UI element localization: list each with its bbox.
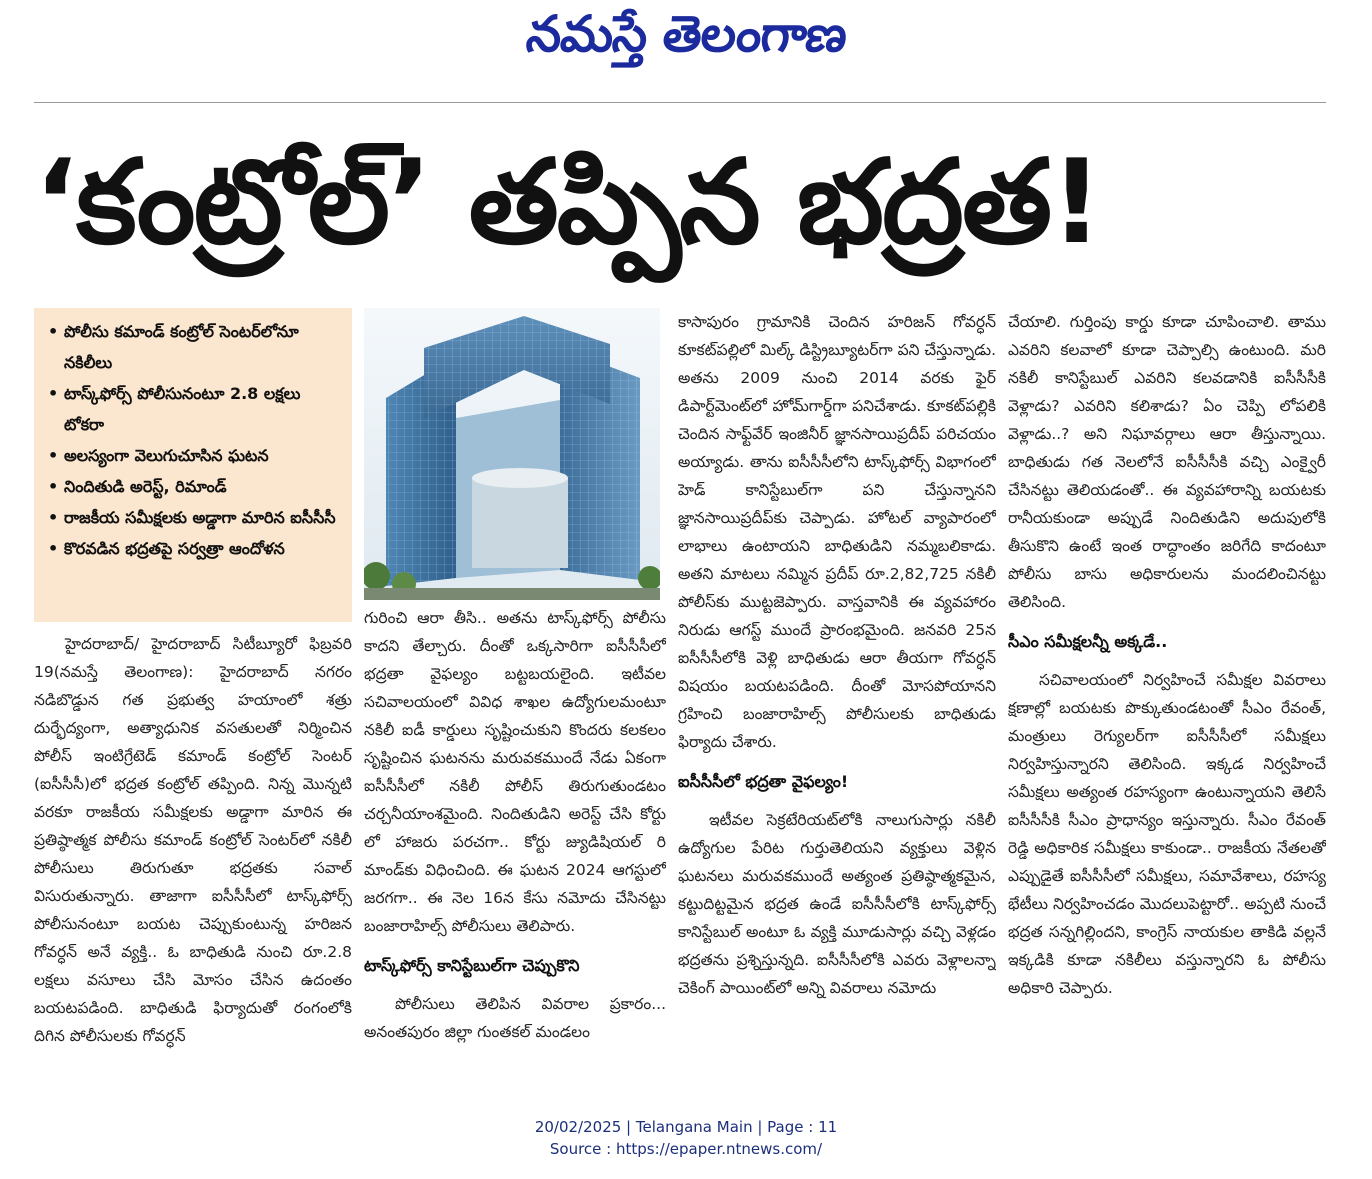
bullet-icon: • bbox=[48, 508, 59, 527]
masthead-rule bbox=[34, 102, 1326, 103]
highlight-item: • టాస్క్‌ఫోర్స్ పోలీసునంటూ 2.8 లక్షలు టోకరా bbox=[48, 378, 344, 440]
page-footer bbox=[0, 1116, 1372, 1160]
bullet-icon: • bbox=[48, 539, 59, 558]
paragraph: హైదరాబాద్/ హైదరాబాద్ సిటీబ్యూరో ఫిబ్రవరి 19(నమస్తే తెలంగాణ): హైదరాబాద్ నగరం నడిబొడ్డున గత ప్రభుత్వ హయాంలో శత్రు దుర్భేద్యంగా, అత్యాధునిక వసతులతో నిర్మించిన పోలీస్ ఇంటిగ్రేటెడ్ కమాండ్ కంట్రోల్ సెంటర్ (ఐసీసీసీ)లో భద్రత కంట్రోల్ తప్పింది. నిన్న మొన్నటి వరకూ రాజకీయ సమీక్షలకు అడ్డాగా మారిన ఈ ప్రతిష్ఠాత్మక పోలీసు కమాండ్ కంట్రోల్ సెంటర్‌లో నకిలీ పోలీసులు తిరుగుతూ భద్రతకు సవాల్ విసురుతున్నారు. తాజాగా ఐసీసీసీలో టాస్క్‌ఫోర్స్ పోలీసునంటూ బయట చెప్పుకుంటున్న హరిజన గోవర్ధన్ అనే వ్యక్తి.. ఓ బాధితుడి నుంచి రూ.2.8 లక్షలు వసూలు చేసి మోసం చేసిన ఉదంతం బయటపడింది. బాధితుడి ఫిర్యాదుతో రంగంలోకి దిగిన పోలీసులకు గోవర్ధన్ bbox=[34, 635, 352, 1045]
article-column-2 bbox=[364, 604, 666, 1086]
subheading: ఐసీసీసీలో భద్రతా వైఫల్యం! bbox=[678, 772, 849, 791]
highlights-box bbox=[34, 308, 352, 622]
paragraph: చేయాలి. గుర్తింపు కార్డు కూడా చూపించాలి. తాము ఎవరిని కలవాలో కూడా చెప్పాల్సి ఉంటుంది. మరి నకిలీ కానిస్టేబుల్ ఎవరిని కలవడానికి ఐసీసీసీకి వెళ్లాడు? ఎవరిని కలిశాడు? ఏం చెప్పి లోపలికి వెళ్లాడు..? అని నిఘావర్గాలు ఆరా తీస్తున్నాయి. బాధితుడు గత నెలలోనే ఐసీసీసీకి వచ్చి ఎంక్వైరీ చేసినట్టు తెలియడంతో.. ఈ వ్యవహారాన్ని బయటకు రానీయకుండా అప్పుడే నిందితుడిని అదుపులోకి తీసుకొని ఉంటే ఇంత రాద్ధాంతం జరిగేది కాదంటూ పోలీసు బాసు అధికారులను మందలించినట్టు తెలిసింది. bbox=[1008, 313, 1326, 611]
bullet-icon: • bbox=[48, 477, 59, 496]
source-link[interactable]: Source : https://epaper.ntnews.com/ bbox=[549, 1140, 823, 1158]
paragraph: ఇటీవల సెక్రటేరియట్‌లోకి నాలుగుసార్లు నకిలీ ఉద్యోగుల పేరిట గుర్తుతెలియని వ్యక్తులు వెళ్లిన ఘటనలు మరువకముందే అత్యంత ప్రతిష్ఠాత్మకమైన, కట్టుదిట్టమైన భద్రత ఉండే ఐసీసీసీలోకి టాస్క్‌ఫోర్స్ కానిస్టేబుల్ అంటూ ఓ వ్యక్తి మూడుసార్లు వచ్చి వెళ్లడం భద్రతను ప్రశ్నిస్తున్నది. ఐసీసీసీలోకి ఎవరు వెళ్లాలన్నా చెకింగ్ పాయింట్‌లో అన్ని వివరాలు నమోదు bbox=[678, 811, 996, 997]
highlight-item: • పోలీసు కమాండ్ కంట్రోల్ సెంటర్‌లోనూ నకిలీలు bbox=[48, 316, 344, 378]
subheading: టాస్క్‌ఫోర్స్ కానిస్టేబుల్‌గా చెప్పుకొని bbox=[364, 956, 580, 975]
paragraph: సచివాలయంలో నిర్వహించే సమీక్షల వివరాలు క్షణాల్లో బయటకు పొక్కుతుండటంతో సీఎం రేవంత్, మంత్రులు రెగ్యులర్‌గా ఐసీసీసీలో సమీక్షలు నిర్వహిస్తున్నారని తెలిసింది. ఇక్కడ నిర్వహించే సమీక్షలు అత్యంత రహస్యంగా ఉంటున్నాయని తెలిసే ఐసీసీసీకి సీఎం ప్రాధాన్యం ఇస్తున్నారు. సీఎం రేవంత్ రెడ్డి అధికారిక సమీక్షలు కాకుండా.. రాజకీయ నేతలతో ఎప్పుడైతే ఐసీసీసీలో సమీక్షలు, సమావేశాలు, రహస్య భేటీలు నిర్వహించడం మొదలుపెట్టారో.. అప్పటి నుంచే భద్రత సన్నగిల్లిందని, కాంగ్రెస్ నాయకుల తాకిడి వల్లనే ఇక్కడికి కూడా నకిలీలు వస్తున్నారని ఓ పోలీసు అధికారి చెప్పారు. bbox=[1008, 671, 1326, 997]
article-column-1 bbox=[34, 630, 352, 1086]
bullet-icon: • bbox=[48, 322, 59, 341]
edition-info: 20/02/2025 | Telangana Main | Page : 11 bbox=[534, 1118, 838, 1136]
bullet-icon: • bbox=[48, 384, 59, 403]
paragraph: కాసాపురం గ్రామానికి చెందిన హరిజన్ గోవర్ధన్ కూకట్‌పల్లిలో మిల్క్ డిస్ట్రిబ్యూటర్‌గా పని చేస్తున్నాడు. అతను 2009 నుంచి 2014 వరకు ఫైర్ డిపార్ట్‌మెంట్‌లో హోమ్‌గార్డ్‌గా పనిచేశాడు. కూకట్‌పల్లికి చెందిన సాఫ్ట్‌వేర్ ఇంజినీర్ జ్ఞానసాయిప్రదీప్ పరిచయం అయ్యాడు. తాను ఐసీసీసీలోని టాస్క్‌ఫోర్స్ విభాగంలో హెడ్ కానిస్టేబుల్‌గా పని చేస్తున్నానని జ్ఞానసాయిప్రదీప్‌కు చెప్పాడు. హోటల్ వ్యాపారంలో లాభాలు ఉంటాయని బాధితుడిని నమ్మబలికాడు. అతని మాటలు నమ్మిన ప్రదీప్ రూ.2,82,725 నకిలీ పోలీస్‌కు ముట్టజెప్పారు. వాస్తవానికి ఈ వ్యవహారం నిరుడు ఆగస్ట్ ముందే ప్రారంభమైంది. జనవరి 25న ఐసీసీసీలోకి వెళ్లి బాధితుడు ఆరా తీయగా గోవర్ధన్ విషయం బయటపడింది. దీంతో మోసపోయానని గ్రహించి బంజారాహిల్స్ పోలీసులకు బాధితుడు ఫిర్యాదు చేశారు. bbox=[678, 313, 996, 751]
subheading: సీఎం సమీక్షలన్నీ అక్కడే.. bbox=[1008, 632, 1168, 651]
highlight-item: • కొరవడిన భద్రతపై సర్వత్రా ఆందోళన bbox=[48, 533, 344, 564]
article-column-3 bbox=[678, 308, 996, 1086]
bullet-icon: • bbox=[48, 446, 59, 465]
highlight-item: • నిందితుడి అరెస్ట్, రిమాండ్ bbox=[48, 471, 344, 502]
highlight-item: • రాజకీయ సమీక్షలకు అడ్డాగా మారిన ఐసీసీసీ bbox=[48, 502, 344, 533]
highlight-item: • అలస్యంగా వెలుగుచూసిన ఘటన bbox=[48, 440, 344, 471]
paragraph: గురించి ఆరా తీసి.. అతను టాస్క్‌ఫోర్స్ పోలీసు కాదని తేల్చారు. దీంతో ఒక్కసారిగా ఐసీసీసీలో భద్రతా వైఫల్యం బట్టబయలైంది. ఇటీవల సచివాలయంలో వివిధ శాఖల ఉద్యోగులమంటూ నకిలీ ఐడీ కార్డులు సృష్టించుకుని కొందరు కలకలం సృష్టించిన ఘటనను మరువకముందే నేడు ఏకంగా ఐసీసీసీలో నకిలీ పోలీస్ తిరుగుతుండటం చర్చనీయాంశమైంది. నిందితుడిని అరెస్ట్ చేసి కోర్టు లో హాజరు పరచగా.. కోర్టు జ్యుడిషియల్ రి మాండ్‌కు విధించింది. ఈ ఘటన 2024 ఆగస్టులో జరగగా.. ఈ నెల 16న కేసు నమోదు చేసినట్టు బంజారాహిల్స్ పోలీసులు తెలిపారు. bbox=[364, 609, 666, 935]
newspaper-logo: నమస్తే తెలంగాణ bbox=[523, 4, 850, 63]
headline: ‘కంట్రోల్’ తప్పిన భద్రత! bbox=[34, 135, 1102, 270]
article-column-4 bbox=[1008, 308, 1326, 1086]
masthead bbox=[0, 0, 1372, 80]
paragraph: పోలీసులు తెలిపిన వివరాల ప్రకారం... అనంతపురం జిల్లా గుంతకల్ మండలం bbox=[364, 995, 666, 1041]
building-photo bbox=[364, 308, 660, 600]
